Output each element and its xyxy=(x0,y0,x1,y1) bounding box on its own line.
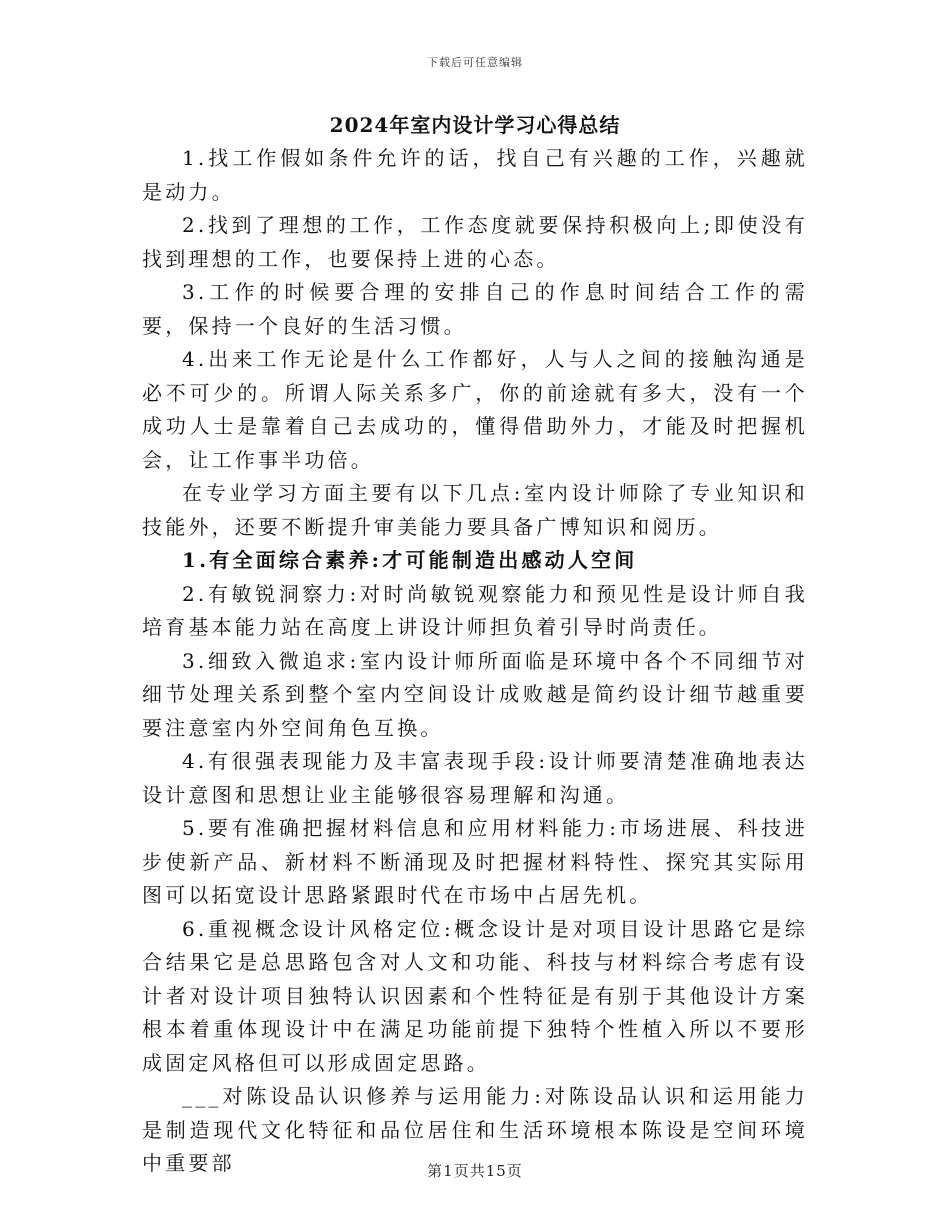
paragraph-4: 4.出来工作无论是什么工作都好，人与人之间的接触沟通是必不可少的。所谓人际关系多广，你的前途就有多大，没有一个成功人士是靠着自己去成功的，懂得借助外力，才能及时把握机会，让工作事半功倍。 xyxy=(142,347,808,472)
paragraph-8: 3.细致入微追求:室内设计师所面临是环境中各个不同细节对细节处理关系到整个室内空间设计成败越是简约设计细节越重要要注意室内外空间角色互换。 xyxy=(142,648,808,740)
paragraph-5: 在专业学习方面主要有以下几点:室内设计师除了专业知识和技能外，还要不断提升审美能力要具备广博知识和阅历。 xyxy=(142,481,808,539)
section-heading: 1.有全面综合素养:才可能制造出感动人空间 xyxy=(182,548,638,572)
paragraph-9: 4.有很强表现能力及丰富表现手段:设计师要清楚准确地表达设计意图和思想让业主能够很容易理解和沟通。 xyxy=(142,749,808,807)
paragraph-12: ___对陈设品认识修养与运用能力:对陈设品认识和运用能力是制造现代文化特征和品位居住和生活环境根本陈设是空间环境中重要部 xyxy=(142,1084,808,1175)
paragraph-7: 2.有敏锐洞察力:对时尚敏锐观察能力和预见性是设计师自我培育基本能力站在高度上讲设计师担负着引导时尚责任。 xyxy=(142,581,808,639)
document-title: 2024年室内设计学习心得总结 xyxy=(329,113,621,137)
page-footer: 第1页共15页 xyxy=(427,1162,523,1180)
paragraph-2: 2.找到了理想的工作，工作态度就要保持积极向上;即使没有找到理想的工作，也要保持上进的心态。 xyxy=(142,213,808,271)
paragraph-10: 5.要有准确把握材料信息和应用材料能力:市场进展、科技进步使新产品、新材料不断涌现及时把握材料特性、探究其实际用图可以拓宽设计思路紧跟时代在市场中占居先机。 xyxy=(142,816,808,907)
page-header: 下载后可任意编辑 xyxy=(427,56,523,69)
paragraph-3: 3.工作的时候要合理的安排自己的作息时间结合工作的需要，保持一个良好的生活习惯。 xyxy=(142,280,808,338)
paragraph-11: 6.重视概念设计风格定位:概念设计是对项目设计思路它是综合结果它是总思路包含对人文和功能、科技与材料综合考虑有设计者对设计项目独特认识因素和个性特征是有别于其他设计方案根本着重体现设计中在满足功能前提下独特个性植入所以不要形成固定风格但可以形成固定思路。 xyxy=(142,916,808,1075)
document-body xyxy=(142,108,808,1181)
paragraph-1: 1.找工作假如条件允许的话，找自己有兴趣的工作，兴趣就是动力。 xyxy=(142,146,808,204)
